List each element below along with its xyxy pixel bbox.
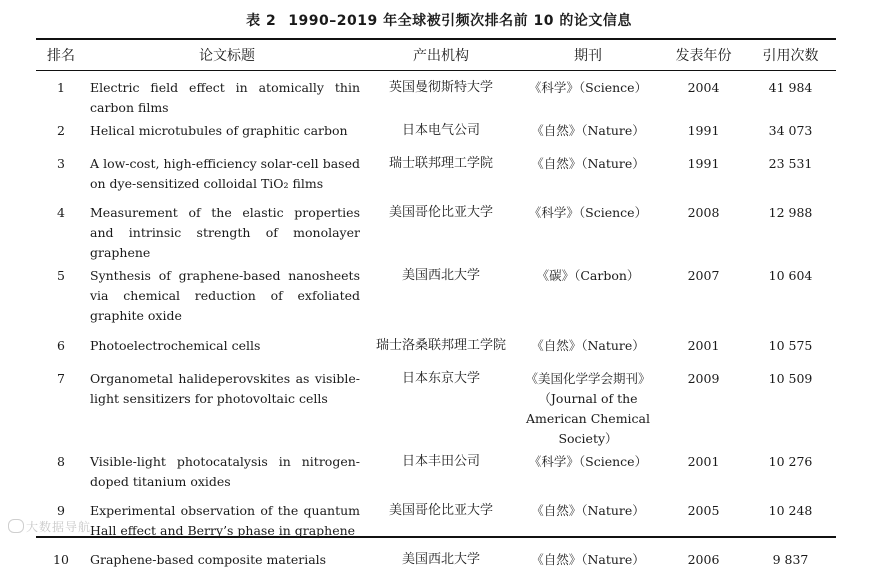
table-cell-year: 2008 xyxy=(687,205,720,220)
header-row xyxy=(36,39,836,70)
table-cell-year: 2005 xyxy=(687,503,720,518)
table-cell-title: Synthesis of graphene-based nanosheets via chemical reduction of exfoliated graphite oxide xyxy=(90,268,360,323)
table-cell-institution: 瑞士洛桑联邦理工学院 xyxy=(375,338,506,353)
table-cell-year: 2007 xyxy=(687,268,720,283)
table-cell-institution: 美国哥伦比亚大学 xyxy=(388,503,493,518)
table-cell-institution: 日本丰田公司 xyxy=(401,454,480,469)
table-cell-rank: 10 xyxy=(53,552,69,567)
table-cell-institution: 日本东京大学 xyxy=(401,371,480,386)
table-cell-citations: 23 531 xyxy=(768,156,813,171)
table-cell-journal: 《自然》（Nature） xyxy=(531,123,645,138)
table-cell-year: 2009 xyxy=(687,371,720,386)
table-cell-citations: 10 604 xyxy=(768,268,813,283)
table-cell-journal: 《美国化学学会期刊》（Journal of the American Chemical Society） xyxy=(525,371,651,446)
table-cell-citations: 12 988 xyxy=(768,205,813,220)
table-row xyxy=(36,263,836,333)
table-cell-year: 2001 xyxy=(687,338,720,353)
table-cell-rank: 2 xyxy=(57,123,65,138)
table-cell-institution: 日本电气公司 xyxy=(401,123,480,138)
table-cell-title: Measurement of the elastic properties and intrinsic strength of monolayer graphene xyxy=(90,205,360,260)
table-cell-rank: 6 xyxy=(57,338,65,353)
table-cell-institution: 美国西北大学 xyxy=(401,268,480,283)
table-cell-rank: 3 xyxy=(57,156,65,171)
table-cell-journal: 《自然》（Nature） xyxy=(531,552,645,567)
table-cell-institution: 英国曼彻斯特大学 xyxy=(388,80,493,95)
table-cell-year: 2006 xyxy=(687,552,720,567)
table-cell-year: 1991 xyxy=(687,156,720,171)
table-cell-journal: 《自然》（Nature） xyxy=(531,156,645,171)
table-caption xyxy=(0,10,878,30)
table-cell-institution: 美国西北大学 xyxy=(401,552,480,567)
watermark-text: 大数据导航 xyxy=(26,520,92,534)
table-row xyxy=(36,366,836,449)
table-cell-citations: 10 509 xyxy=(768,371,813,386)
table-cell-journal: 《碳》（Carbon） xyxy=(536,268,640,283)
table-cell-year: 2004 xyxy=(687,80,720,95)
table-cell-citations: 10 248 xyxy=(768,503,813,518)
table-cell-rank: 8 xyxy=(57,454,65,469)
table-cell-rank: 7 xyxy=(57,371,65,386)
table-cell-title: Photoelectrochemical cells xyxy=(90,338,261,353)
table-row xyxy=(36,70,836,118)
table-row xyxy=(36,200,836,263)
table-cell-journal: 《科学》（Science） xyxy=(528,205,648,220)
table-cell-journal: 《科学》（Science） xyxy=(528,454,648,469)
table-row xyxy=(36,449,836,498)
table-cell-title: Visible-light photocatalysis in nitrogen-doped titanium oxides xyxy=(90,454,360,489)
table-cell-citations: 10 276 xyxy=(768,454,813,469)
watermark-logo-icon xyxy=(8,519,24,533)
table-row xyxy=(36,333,836,366)
table-title: 1990–2019 年全球被引频次排名前 10 的论文信息 xyxy=(288,13,632,29)
table-label: 表 2 xyxy=(246,13,277,29)
header-rank: 排名 xyxy=(47,47,75,64)
table-cell-institution: 瑞士联邦理工学院 xyxy=(388,156,493,171)
table-row xyxy=(36,547,836,577)
table-cell-title: Helical microtubules of graphitic carbon xyxy=(90,123,348,138)
table-cell-rank: 5 xyxy=(57,268,65,283)
table-row xyxy=(36,151,836,200)
table-cell-title: Organometal halideperovskites as visible-light sensitizers for photovoltaic cells xyxy=(90,371,360,406)
table-cell-journal: 《科学》（Science） xyxy=(528,80,648,95)
table-cell-rank: 4 xyxy=(57,205,65,220)
citation-table xyxy=(36,39,836,577)
header-citations: 引用次数 xyxy=(762,47,819,64)
header-title: 论文标题 xyxy=(199,47,255,64)
table-cell-citations: 9 837 xyxy=(772,552,809,567)
table-cell-title: Electric field effect in atomically thin carbon films xyxy=(90,80,360,115)
table-cell-title: Experimental observation of the quantum Hall effect and Berry’s phase in graphene xyxy=(90,503,360,538)
table-cell-citations: 34 073 xyxy=(768,123,813,138)
table-row xyxy=(36,118,836,151)
table-cell-year: 1991 xyxy=(687,123,720,138)
table-cell-citations: 41 984 xyxy=(768,80,813,95)
table-cell-rank: 9 xyxy=(57,503,65,518)
header-journal: 期刊 xyxy=(574,47,602,64)
table-body xyxy=(36,70,836,577)
header-year: 发表年份 xyxy=(675,47,732,64)
table-cell-institution: 美国哥伦比亚大学 xyxy=(388,205,493,220)
table-cell-year: 2001 xyxy=(687,454,720,469)
table-cell-title: Graphene-based composite materials xyxy=(90,552,327,567)
table-cell-journal: 《自然》（Nature） xyxy=(531,338,645,353)
table-cell-journal: 《自然》（Nature） xyxy=(531,503,645,518)
header-institution: 产出机构 xyxy=(413,47,469,64)
table-row xyxy=(36,498,836,547)
table-cell-rank: 1 xyxy=(57,80,65,95)
table-cell-citations: 10 575 xyxy=(768,338,813,353)
table-cell-title: A low-cost, high-efficiency solar-cell based on dye-sensitized colloidal TiO₂ films xyxy=(90,156,360,191)
